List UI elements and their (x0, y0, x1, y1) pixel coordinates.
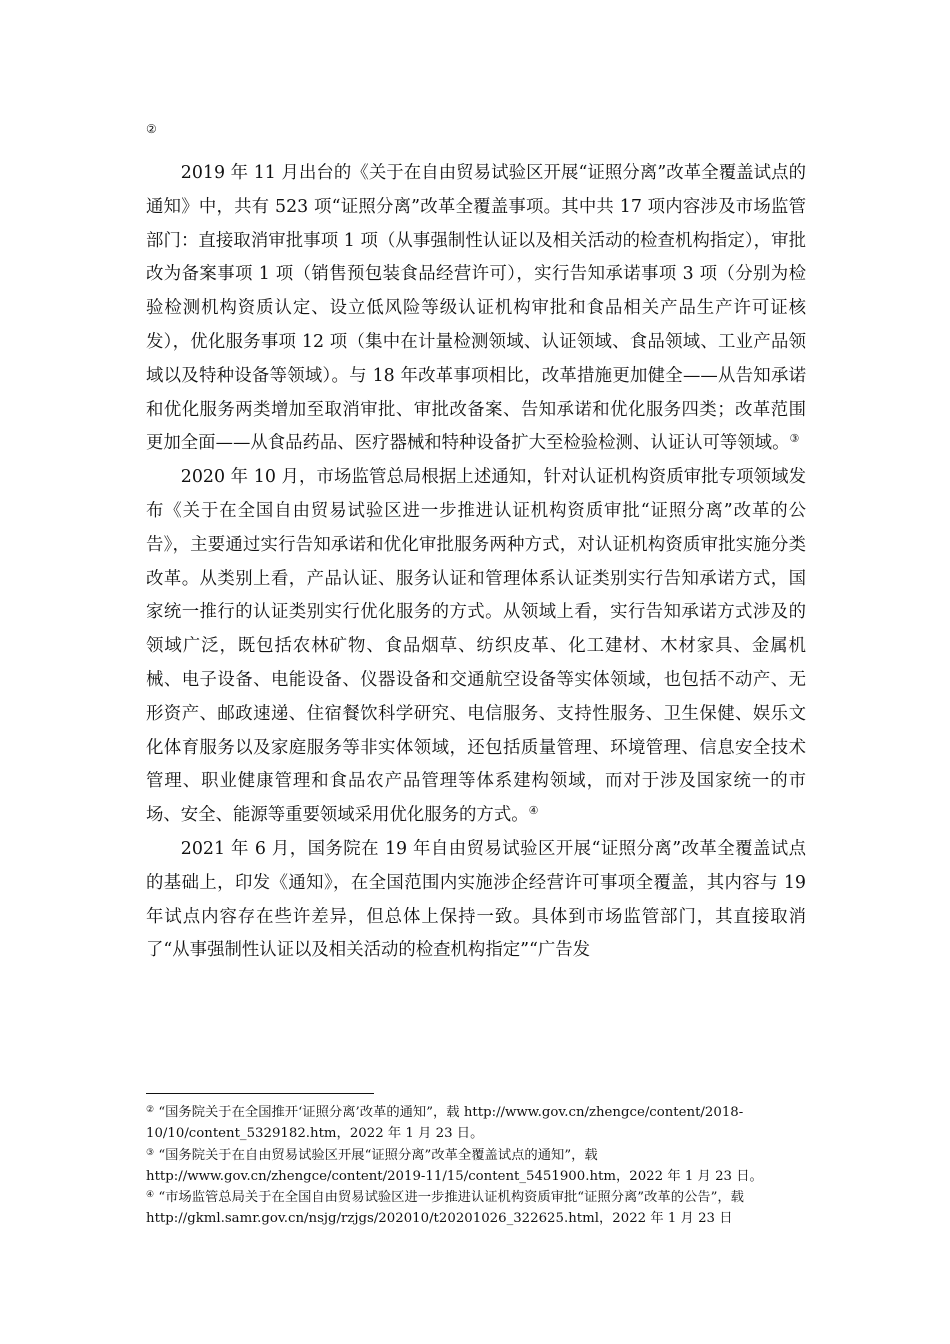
paragraph (146, 833, 806, 968)
footnote-text: “市场监管总局关于在全国自由贸易试验区进一步推进认证机构资质审批“证照分离”改革的公告”，载 http://gkml.samr.gov.cn/nsjg/rzjgs/202010/t20201026_322625.html，2022 年 1 月 23 日 (146, 1190, 744, 1227)
footnote-reference[interactable]: ④ (528, 804, 539, 818)
footnote-reference-marker: ② (146, 122, 157, 136)
footnote-mark: ④ (146, 1190, 155, 1201)
footnote-mark: ② (146, 1105, 155, 1115)
footnote-mark: ③ (146, 1147, 155, 1158)
paragraph-text: 2020 年 10 月，市场监管总局根据上述通知，针对认证机构资质审批专项领域发布《关于在全国自由贸易试验区进一步推进认证机构资质审批“证照分离”改革的公告》，主要通过实行告知承诺和优化审批服务两种方式，对认证机构资质审批实施分类改革。从类别上看，产品认证、服务认证和管理体系认证类别实行告知承诺方式，国家统一推行的认证类别实行优化服务的方式。从领域上看，实行告知承诺方式涉及的领域广泛，既包括农林矿物、食品烟草、纺织皮革、化工建材、木材家具、金属机械、电子设备、电能设备、仪器设备和交通航空设备等实体领域，也包括不动产、无形资产、邮政速递、住宿餐饮科学研究、电信服务、支持性服务、卫生保健、娱乐文化体育服务以及家庭服务等非实体领域，还包括质量管理、环境管理、信息安全技术管理、职业健康管理和食品农产品管理等体系建构领域，而对于涉及国家统一的市场、安全、能源等重要领域采用优化服务的方式。 (146, 467, 806, 826)
paragraph-text: 2021 年 6 月，国务院在 19 年自由贸易试验区开展“证照分离”改革全覆盖试点的基础上，印发《通知》，在全国范围内实施涉企经营许可事项全覆盖，其内容与 19 年试点内容存在些许差异，但总体上保持一致。具体到市场监管部门，其直接取消了“从事强制性认证以及相关活动的检查机构指定”“广告发 (146, 838, 806, 961)
paragraph (146, 461, 806, 833)
footnote-divider (146, 1093, 374, 1094)
footnotes (146, 1102, 811, 1230)
footnote (146, 1145, 811, 1188)
footnote-text: “国务院关于在自由贸易试验区开展“证照分离”改革全覆盖试点的通知”，载 http://www.gov.cn/zhengce/content/2019-11/15/content_5451900.htm，2022 年 1 月 23 日。 (146, 1147, 763, 1184)
body-text (146, 157, 806, 968)
paragraph (146, 157, 806, 461)
footnote-reference[interactable]: ③ (789, 432, 800, 446)
footnote (146, 1187, 811, 1230)
footnote-text: “国务院关于在全国推开‘证照分离’改革的通知”，载 http://www.gov.cn/zhengce/content/2018-10/10/content_5329182.htm，2022 年 1 月 23 日。 (146, 1105, 744, 1142)
footnote (146, 1102, 811, 1145)
paragraph-text: 2019 年 11 月出台的《关于在自由贸易试验区开展“证照分离”改革全覆盖试点的通知》中，共有 523 项“证照分离”改革全覆盖事项。其中共 17 项内容涉及市场监管部门：直接取消审批事项 1 项（从事强制性认证以及相关活动的检查机构指定），审批改为备案事项 1 项（销售预包装食品经营许可），实行告知承诺事项 3 项（分别为检验检测机构资质认定、设立低风险等级认证机构审批和食品相关产品生产许可证核发），优化服务事项 12 项（集中在计量检测领域、认证领域、食品领域、工业产品领域以及特种设备等领域）。与 18 年改革事项相比，改革措施更加健全——从告知承诺和优化服务两类增加至取消审批、审批改备案、告知承诺和优化服务四类；改革范围更加全面——从食品药品、医疗器械和特种设备扩大至检验检测、认证认可等领域。 (146, 163, 806, 454)
